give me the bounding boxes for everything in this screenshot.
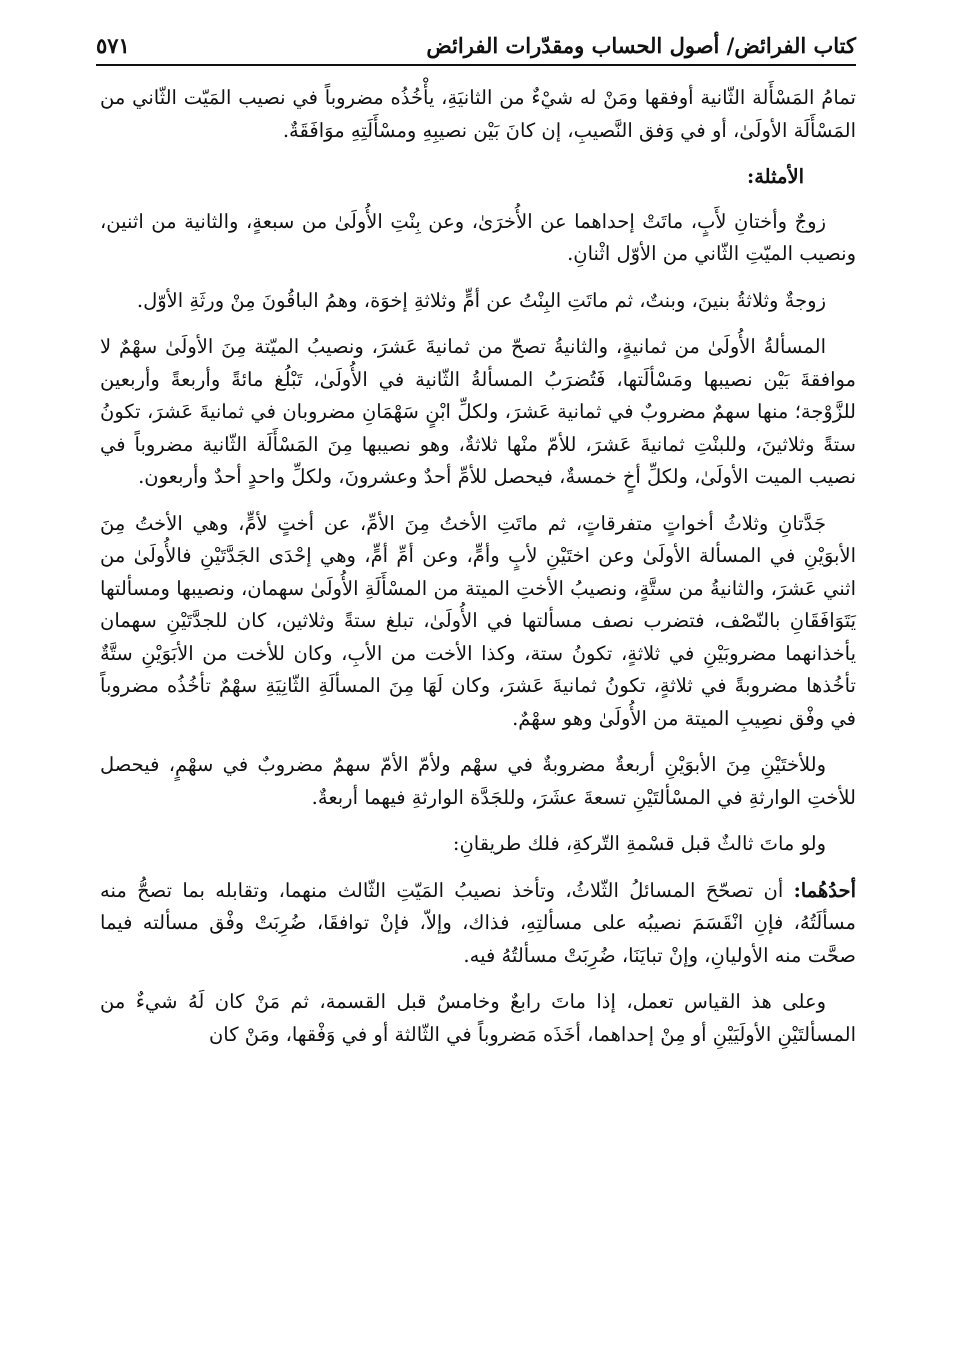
paragraph-intro: تمامُ المَسْأَلة الثّانية أوفقها ومَنْ له شيْءٌ من الثانيَةِ، يأْخُذُه مضروباً في نصيب المَيّت الثّاني من المَسْأَلَة الأولَىٰ، أو في وَفق النَّصيبِ، إن كانَ بَيْن نصيبِهِ ومسْأَلَتِهِ موَافَقَةٌ. [100,86,856,142]
paragraph-third-death: ولو ماتَ ثالثٌ قبل قسْمةِ التّركةِ، فلك طريقانِ: [452,832,826,855]
paragraph-analogy: وعلى هذ القياس تعمل، إذا ماتَ رابعٌ وخامسٌ قبل القسمة، ثم مَنْ كان لَهُ شيءٌ من المسألتَيْنِ الأولَيَيْنِ أو مِنْ إحداهما، أخَذَه مَضروباً في الثّالثة أو في وَفْقها، ومَنْ كان [100,990,856,1046]
paragraph-result-3: وللأختَيْنِ مِنَ الأبوَيْنِ أربعةٌ مضروبةٌ في سهْم ولأمّ الأمّ سهمٌ مضروبٌ في سهْمٍ، فيحصل للأختِ الوارثةِ في المسْألتَيْنِ تسعةَ عشَرَ، وللجَدَّة الوارثةِ فيهما أربعةٌ. [100,753,856,809]
first-method-text: أن تصحّحَ المسائلُ الثّلاثُ، وتأخذ نصيبُ المَيّتِ الثّالث منهما، وتقابله بما تصحُّ منه مسألَتُهُ، فإنِ انْقَسَمَ نصيبُه على مسألتِهِ، فذاك، وإلاّ، فإنْ توافقَا، ضُرِبَتْ وفْق مسألته فيما صحَّت منه الأوليانِ، وإنْ تبايَنَا، ضُرِبَتْ مسألتُهُ فيه. [100,878,856,967]
running-title: كتاب الفرائض/ أصول الحساب ومقدّرات الفرائض [426,33,856,58]
page-body [100,82,856,1065]
paragraph-example-2: زوجةٌ وثلاثةُ بنينَ، وبنتٌ، ثم ماتَتِ البِنْتُ عن أمٍّ وثلاثةِ إخوَة، وهمُ الباقُونَ مِنْ ورثَةِ الأوّل. [136,288,826,312]
paragraph-solution-2: المسألةُ الأُولَىٰ من ثمانيةٍ، والثانيةُ تصحّ من ثمانيةَ عَشرَ، ونصيبُ الميّتة مِنَ الأولَىٰ سهْمٌ لا موافقةَ بَيْن نصيبها ومَسْألَتها، فَتُضرَبُ المسألةُ الثّانية في الأُولَىٰ، تَبْلُغ مائةً وأربعةً وأربعين للزَّوْجة؛ منها سهمٌ مضروبٌ في ثمانية عَشرَ، ولكلِّ ابْنٍ سَهْمَانِ مضروبان في ثمانيةَ عَشرَ، تكونُ ستةً وثلاثينَ، وللبنْتِ ثمانيةَ عَشرَ، للأمّ منْها ثلاثةٌ، وهو نصيبها مِنَ المَسْأَلَة الثّانية مضروباً في نصيب الميت الأولَىٰ، ولكلِّ أخٍ خمسةٌ، فيحصل للأمِّ أحدٌ وعشرونَ، ولكلِّ واحدٍ أحدٌ وأربعون. [100,335,856,488]
paragraph-example-1: زوجٌ وأختانِ لأَبٍ، ماتَتْ إحداهما عن الأُخرَىٰ، وعن بِنْتِ الأُولَىٰ من سبعةٍ، والثانية من اثنين، ونصيب الميّتِ الثّاني من الأوّل اثْنانِ. [100,209,856,265]
page-number: ٥٧١ [96,33,130,58]
paragraph-example-3: جَدَّتانِ وثلاثُ أخواتٍ متفرقاتٍ، ثم ماتَتِ الأختُ مِنَ الأمِّ، عن أختٍ لأمٍّ، وهي الأختُ مِنَ الأبوَيْنِ في المسألة الأولَىٰ وعن اختَيْنِ لأبٍ وأمٍّ، وعن أمِّ أمٍّ، وهي إحْدَى الجَدَّتَيْنِ فالأُولَىٰ من اثني عَشرَ، والثانيةُ من ستَّةٍ، ونصيبُ الأختِ الميتة من المسْأَلَةِ الأُولَىٰ سهمان، ونصيبها ومسألتها يَتَوَافَقَانِ بالنّصْف، فتضرب نصف مسألتها في الأُولَىٰ، تبلغ ستةً وثلاثين، كان للجدَّتَيْنِ سهمان يأخذانهما مضروبَيْنِ في ثلاثةٍ، تكونُ ستة، وكذا الأخت من الأبِ، وكان للأخت من الأبَوَيْنِ ستَّةٌ تأخُذها مضروبةً في ثلاثةٍ، تكونُ ثمانيةَ عَشرَ، وكان لَهَا مِنَ المسألَةِ الثّانِيَةِ سهْمٌ تأخُذُه مضروباً في وفْق نصِيبِ الميتة من الأُولَىٰ وهو سهْمٌ. [100,511,856,730]
page-header [96,22,856,66]
paragraph-first-method [100,875,856,973]
heading-examples: الأمثلة: [747,165,804,188]
first-method-label: أحدُهُما: [793,878,857,902]
